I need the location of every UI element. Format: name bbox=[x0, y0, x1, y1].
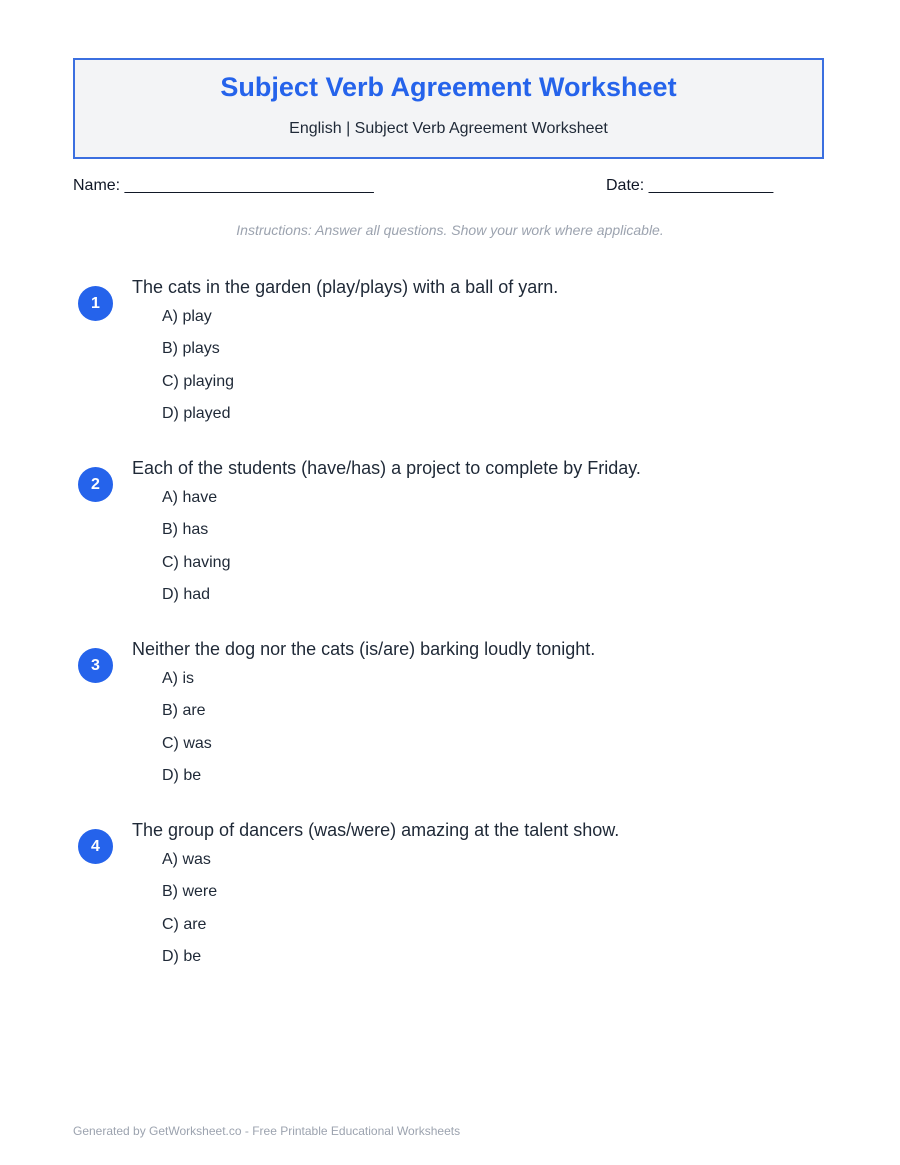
footer-credit: Generated by GetWorksheet.co - Free Printable Educational Worksheets bbox=[73, 1124, 461, 1138]
date-field: Date: ______________ bbox=[606, 177, 774, 194]
name-field: Name: ____________________________ bbox=[73, 177, 374, 194]
answer-option-b: B) were bbox=[162, 883, 218, 901]
answer-options bbox=[162, 487, 230, 617]
answer-option-c: C) playing bbox=[162, 372, 235, 390]
answer-option-c: C) are bbox=[162, 915, 207, 933]
answer-option-d: D) be bbox=[162, 767, 202, 785]
answer-option-a: A) have bbox=[162, 489, 218, 506]
answer-options bbox=[162, 668, 212, 798]
question-text: The cats in the garden (play/plays) with a ball of yarn. bbox=[132, 277, 559, 297]
question-number-badge: 2 bbox=[78, 467, 113, 502]
answer-option-a: A) is bbox=[162, 670, 194, 687]
answer-options bbox=[162, 306, 234, 436]
answer-option-a: A) was bbox=[162, 851, 211, 868]
answer-option-a: A) play bbox=[162, 308, 212, 325]
answer-option-b: B) has bbox=[162, 521, 209, 539]
answer-option-d: D) be bbox=[162, 948, 202, 966]
worksheet-title: Subject Verb Agreement Worksheet bbox=[220, 72, 677, 102]
question-number-badge: 1 bbox=[78, 286, 113, 321]
answer-option-b: B) plays bbox=[162, 340, 220, 358]
question-number-badge: 4 bbox=[78, 829, 113, 864]
question-number-badge: 3 bbox=[78, 648, 113, 683]
answer-option-c: C) having bbox=[162, 553, 231, 571]
answer-options bbox=[162, 849, 217, 979]
answer-option-d: D) played bbox=[162, 405, 231, 423]
worksheet-subtitle: English | Subject Verb Agreement Worksheet bbox=[289, 120, 608, 137]
question-text: Neither the dog nor the cats (is/are) barking loudly tonight. bbox=[132, 639, 596, 659]
question-text: The group of dancers (was/were) amazing at the talent show. bbox=[132, 820, 620, 840]
worksheet-header bbox=[73, 58, 824, 159]
instructions-text: Instructions: Answer all questions. Show your work where applicable. bbox=[236, 222, 664, 238]
answer-option-d: D) had bbox=[162, 586, 211, 604]
question-text: Each of the students (have/has) a project to complete by Friday. bbox=[132, 458, 641, 478]
answer-option-c: C) was bbox=[162, 734, 212, 752]
answer-option-b: B) are bbox=[162, 702, 206, 720]
